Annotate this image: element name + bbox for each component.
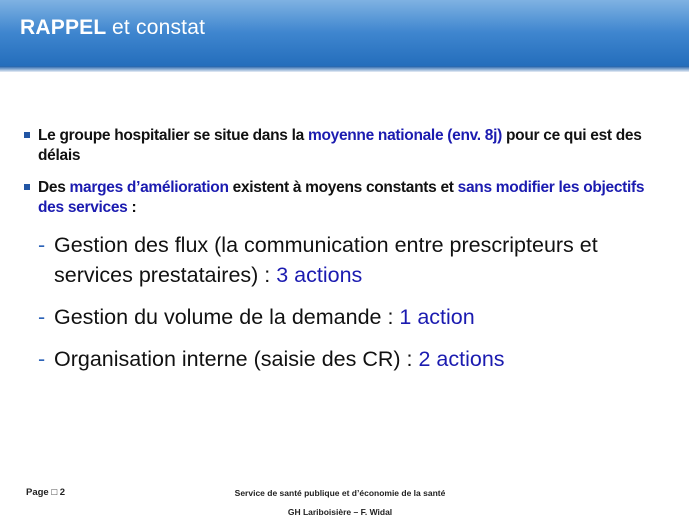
slide-title <box>20 16 205 40</box>
title-rest: et constat <box>112 16 206 39</box>
sub-item-text: Organisation interne (saisie des CR) : <box>54 347 419 371</box>
sub-item <box>38 302 664 332</box>
sub-item-actions: 1 action <box>399 305 475 329</box>
page-number: Page □ 2 <box>26 487 66 498</box>
bullet-highlight: sans modifier les objectifs des services <box>38 179 645 216</box>
sub-item-text: Gestion du volume de la demande : <box>54 305 400 329</box>
bullet-text: pour ce qui est des délais <box>38 127 642 164</box>
sub-list <box>24 230 664 374</box>
bullet-square-icon <box>24 132 30 138</box>
dash-bullet: - <box>38 233 46 257</box>
bullet-highlight: moyenne nationale (env. 8j) <box>307 127 502 144</box>
footer-line-1: Service de santé publique et d’économie de la santé <box>234 488 446 498</box>
sub-item <box>38 230 664 290</box>
title-bold: RAPPEL <box>20 16 106 39</box>
title-bar <box>0 0 689 72</box>
footer-line-2: GH Lariboisière – F. Widal <box>287 507 393 517</box>
bullet-text: Le groupe hospitalier se situe dans la <box>38 127 308 144</box>
bullet-text: : <box>127 199 137 216</box>
sub-item-text: Gestion des flux (la communication entre prescripteurs et services prestataires) : <box>54 233 598 287</box>
dash-bullet: - <box>38 305 46 329</box>
bullet-item <box>24 178 664 218</box>
bullet-text: existent à moyens constants et <box>228 179 458 196</box>
title-bar-shadow <box>0 66 689 72</box>
bullet-item <box>24 126 664 166</box>
dash-bullet: - <box>38 347 46 371</box>
footer-credits <box>190 484 490 517</box>
slide-content <box>24 126 664 386</box>
bullet-highlight: marges d’amélioration <box>69 179 229 196</box>
sub-item-actions: 2 actions <box>418 347 505 371</box>
sub-item-actions: 3 actions <box>276 263 363 287</box>
bullet-square-icon <box>24 184 30 190</box>
sub-item <box>38 344 664 374</box>
bullet-text: Des <box>38 179 70 196</box>
